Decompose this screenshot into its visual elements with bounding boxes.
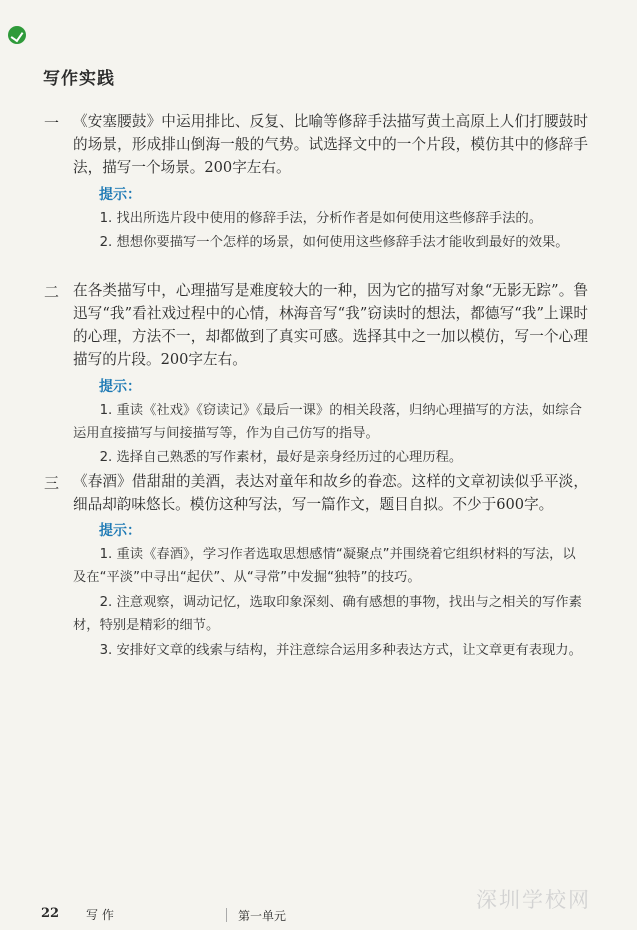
- hint-item: 1. 找出所选片段中使用的修辞手法，分析作者是如何使用这些修辞手法的。: [99, 211, 543, 226]
- exercise-number: 二: [44, 283, 60, 301]
- exercise-number: 三: [44, 474, 60, 492]
- logo-icon: [8, 26, 26, 44]
- hint-label: 提示：: [99, 187, 141, 203]
- footer-section: 写 作: [86, 908, 114, 922]
- hint-item: 2. 选择自己熟悉的写作素材，最好是亲身经历过的心理历程。: [99, 450, 463, 465]
- hint-label: 提示：: [99, 379, 141, 395]
- hint-item: 2. 注意观察，调动记忆，选取印象深刻、确有感想的事物，找出与之相关的写作素材，特别是精彩的细节。: [73, 595, 582, 633]
- exercise-number: 一: [44, 114, 60, 132]
- page-number: 22: [41, 906, 60, 921]
- hint-item: 2. 想想你要描写一个怎样的场景，如何使用这些修辞手法才能收到最好的效果。: [99, 235, 569, 250]
- watermark: 深圳学校网: [476, 888, 591, 912]
- exercise-text: 在各类描写中，心理描写是难度较大的一种，因为它的描写对象“无影无踪”。鲁迅写“我”看社戏过程中的心情，林海音写“我”窃读时的想法，都德写“我”上课时的心理，方法不一，却都做到了真实可感。选择其中之一加以模仿，写一个心理描写的片段。200字左右。: [73, 282, 588, 368]
- footer-divider: [226, 908, 227, 922]
- exercise-text: 《春酒》借甜甜的美酒，表达对童年和故乡的眷恋。这样的文章初读似乎平淡，细品却韵味悠长。模仿这种写法，写一篇作文，题目自拟。不少于600字。: [73, 473, 588, 513]
- hint-label: 提示：: [99, 523, 141, 539]
- hint-item: 1. 重读《社戏》《窃读记》《最后一课》的相关段落，归纳心理描写的方法，如综合运用直接描写与间接描写等，作为自己仿写的指导。: [73, 403, 582, 441]
- footer-unit: 第一单元: [238, 909, 287, 923]
- exercise-text: 《安塞腰鼓》中运用排比、反复、比喻等修辞手法描写黄土高原上人们打腰鼓时的场景，形成排山倒海一般的气势。试选择文中的一个片段，模仿其中的修辞手法，描写一个场景。200字左右。: [73, 113, 588, 176]
- hint-item: 1. 重读《春酒》，学习作者选取思想感情“凝聚点”并围绕着它组织材料的写法，以及在“平淡”中寻出“起伏”、从“寻常”中发掘“独特”的技巧。: [73, 547, 576, 585]
- section-title: 写作实践: [43, 69, 115, 89]
- page-footer: [0, 906, 637, 930]
- hint-item: 3. 安排好文章的线索与结构，并注意综合运用多种表达方式，让文章更有表现力。: [99, 643, 582, 658]
